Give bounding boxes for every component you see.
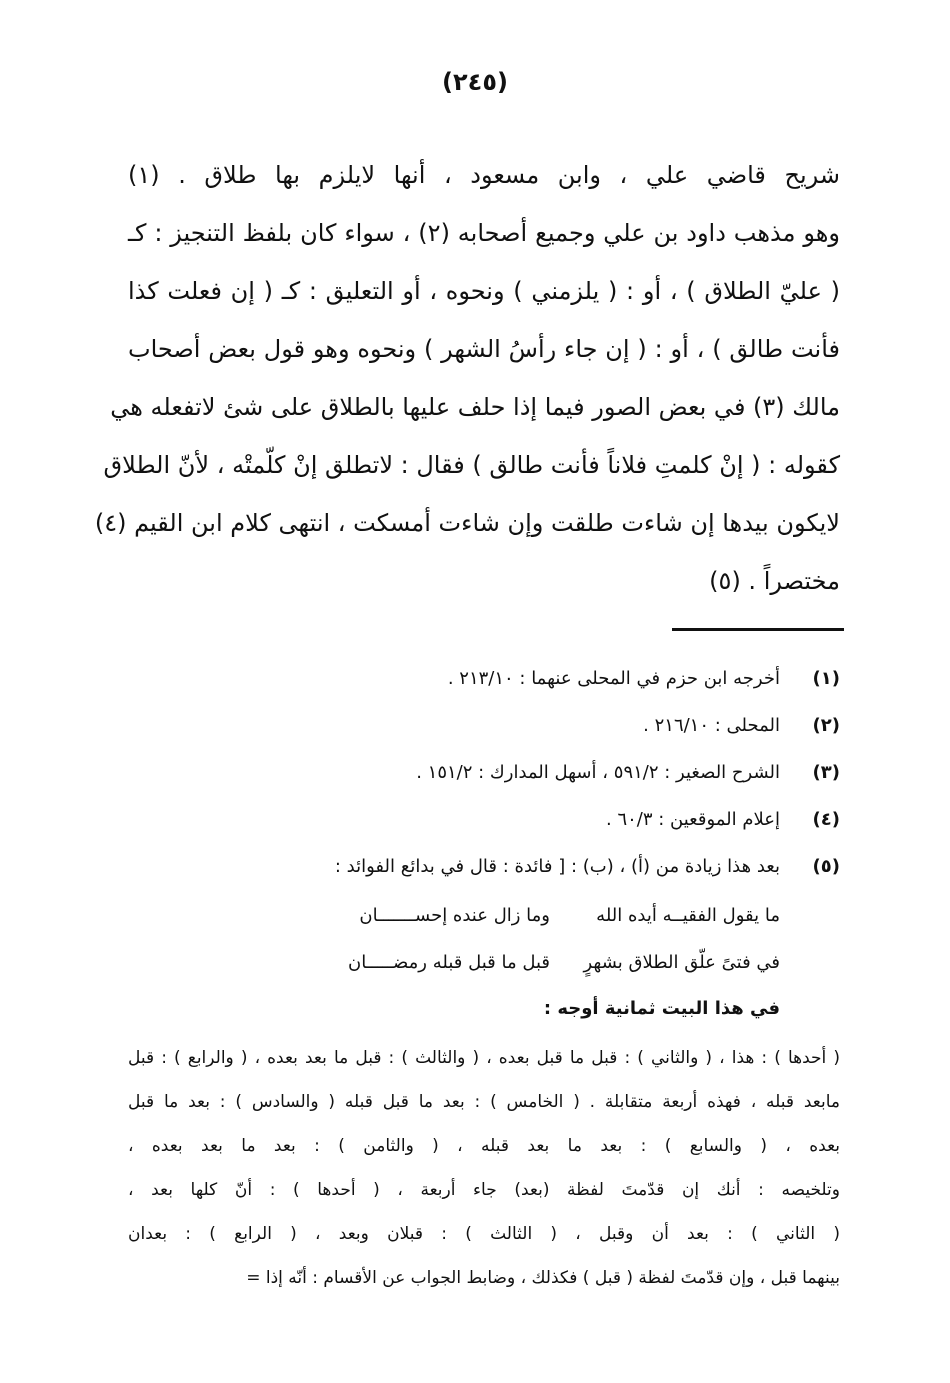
page-number: (٢٤٥) [442,68,508,96]
main-line: ( عليّ الطلاق ) ، أو : ( يلزمني ) ونحوه ، أو التعليق : كـ ( إن فعلت كذا [128,277,840,305]
main-line: لايكون بيدها إن شاءت طلقت وإن شاءت أمسكت ، انتهى كلام ابن القيم (٤) [94,509,840,537]
footnotes [128,655,840,890]
main-text [94,146,841,610]
footnote [128,749,840,796]
aspects-line: وتلخيصه : أنك إن قدّمتَ لفظة (بعد) جاء أربعة ، ( أحدها ) : أنّ كلها بعد ، [128,1180,840,1200]
poem-hemistich-first: ما يقول الفقيــه أيده الله [596,905,780,926]
aspects-line: مابعد قبله ، فهذه أربعة متقابلة . ( الخامس ) : بعد ما قبل قبله ( والسادس ) : بعد ما قبل [128,1092,840,1112]
main-line: فأنت طالق ) ، أو : ( إن جاء رأسُ الشهر ) ونحوه وهو قول بعض أصحاب [128,335,840,363]
eight-aspects-intro: في هذا البيت ثمانية أوجه : [543,998,780,1019]
main-line: وهو مذهب داود بن علي وجميع أصحابه (٢) ، سواء كان بلفظ التنجيز : كـ [128,219,841,247]
aspects-line: بعده ، ( والسابع ) : بعد ما بعد قبله ، ( والثامن ) : بعد ما بعد بعده ، [128,1136,840,1156]
aspects-line: ( الثاني ) : بعد أن وقبل ، ( الثالث ) : قبلان وبعد ، ( الرابع ) : بعدان [128,1224,840,1244]
footnote-text: إعلام الموقعين : ٦٠/٣ . [606,809,780,830]
footnote-number: (٤) [812,809,840,830]
footnote [128,796,840,843]
footnote-text: أخرجه ابن حزم في المحلى عنهما : ٢١٣/١٠ . [447,668,780,689]
main-line: كقوله : ( إنْ كلمتِ فلاناً فأنت طالق ) فقال : لاتطلق إنْ كلّمتْه ، لأنّ الطلاق [103,451,840,479]
poem-hemistich-second: وما زال عنده إحســـــــان [359,905,550,926]
aspects-line: بينهما قبل ، وإن قدّمتَ لفظة ( قبل ) فكذلك ، وضابط الجواب عن الأقسام : أنّه إذا = [246,1268,840,1288]
poem-hemistich-first: في فتىً علّق الطلاق بشهرٍ [583,952,780,973]
footnote-number: (٥) [812,856,840,877]
footnote-number: (١) [812,668,840,689]
main-line: مالك (٣) في بعض الصور فيما إذا حلف عليها بالطلاق على شئ لاتفعله هي [110,393,840,421]
main-line: شريح قاضي علي ، وابن مسعود ، أنها لايلزم بها طلاق . (١) [128,161,840,189]
poem-verse [128,892,840,939]
poem-hemistich-second: قبل ما قبل قبله رمضـــــان [347,952,550,973]
footnote-number: (٣) [812,762,840,783]
footnote-text: المحلى : ٢١٦/١٠ . [643,715,780,736]
footnote [128,655,840,702]
footnote-text: الشرح الصغير : ٥٩١/٢ ، أسهل المدارك : ١٥١/٢ . [416,762,780,783]
footnote [128,843,840,890]
aspects-line: ( أحدها ) : هذا ، ( والثاني ) : قبل ما قبل بعده ، ( والثالث ) : قبل ما بعد بعده ، ( والرابع ) : قبل [128,1048,840,1068]
footnote [128,702,840,749]
footnote-divider [672,628,844,631]
footnote-text: بعد هذا زيادة من (أ) ، (ب) : [ فائدة : قال في بدائع الفوائد : [334,856,780,877]
poem-verse [128,939,840,986]
main-line: مختصراً . (٥) [709,567,840,595]
footnote-number: (٢) [812,715,840,736]
aspects-text [128,1036,840,1300]
